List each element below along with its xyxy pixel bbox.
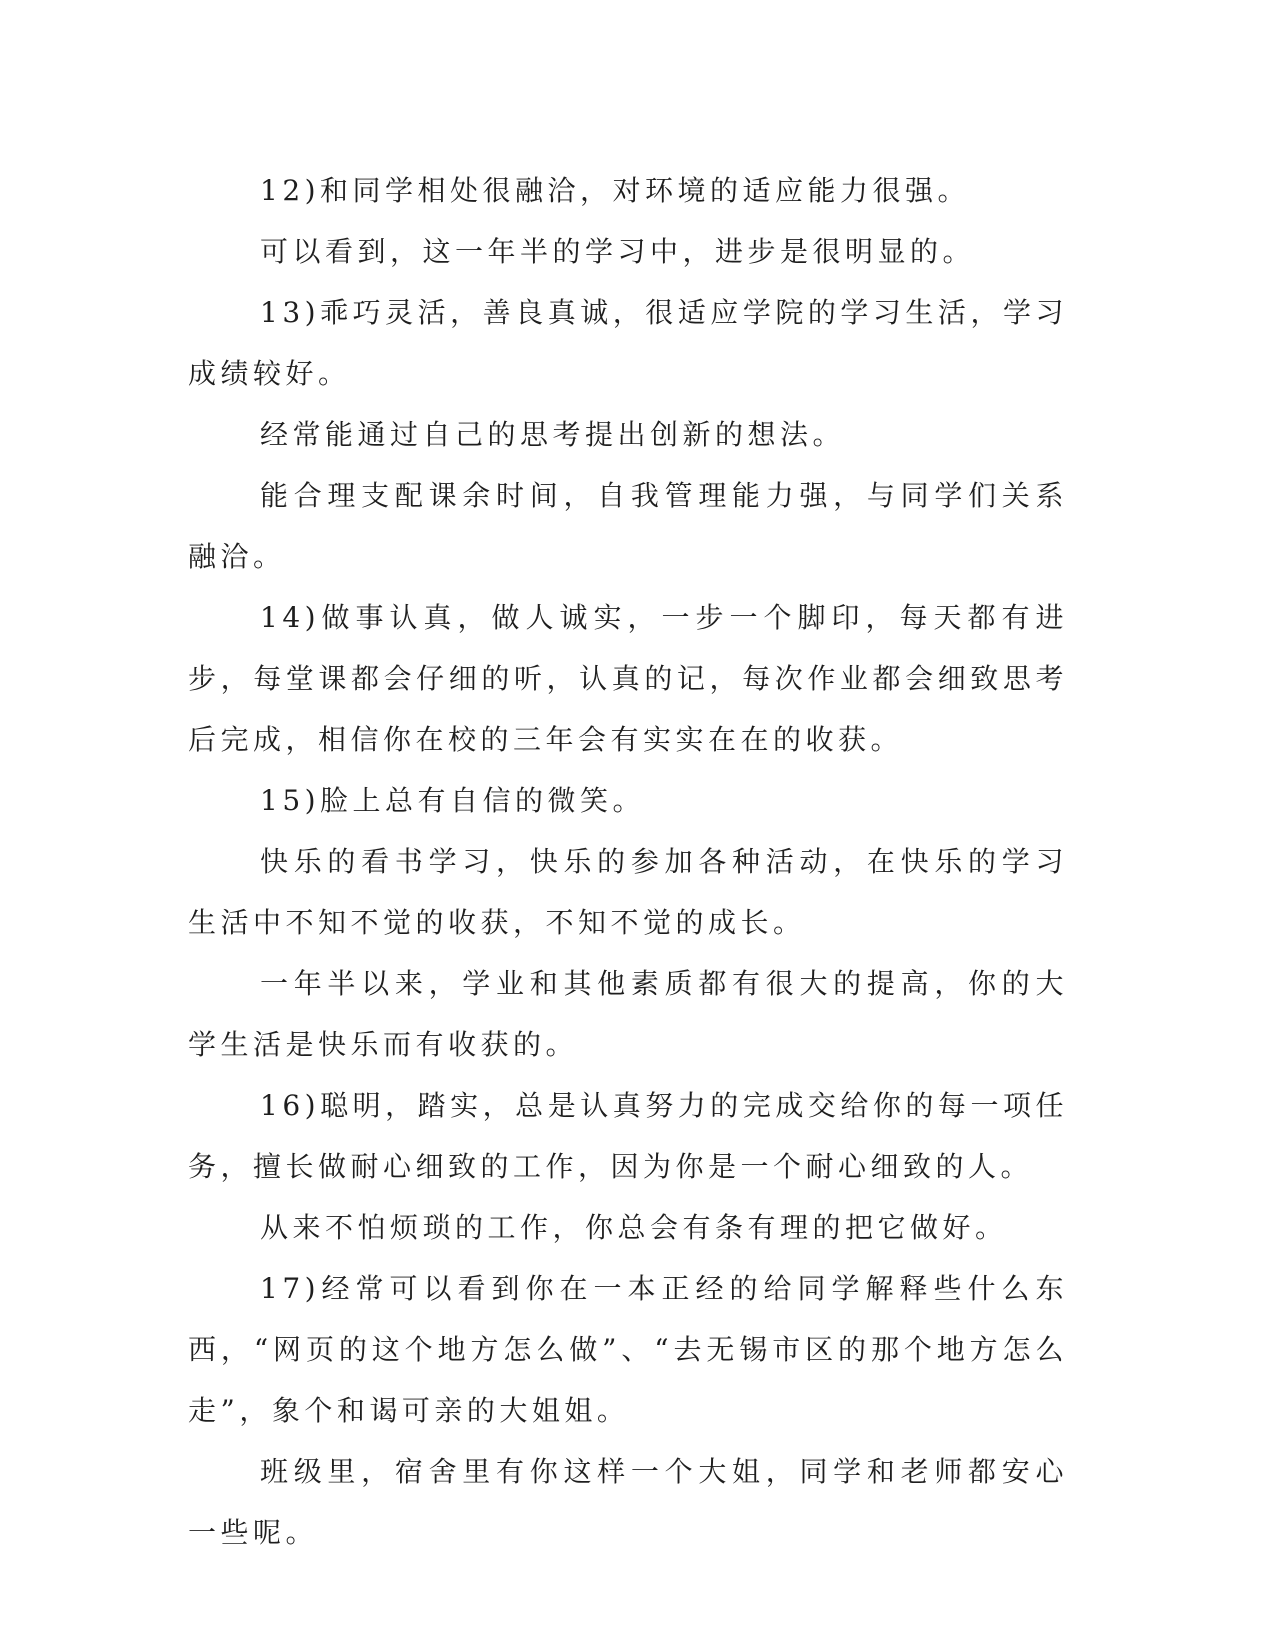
paragraph-14: 14)做事认真，做人诚实，一步一个脚印，每天都有进步，每堂课都会仔细的听，认真的记，每次作业都会细致思考后完成，相信你在校的三年会有实实在在的收获。: [188, 601, 1068, 756]
paragraph: 可以看到，这一年半的学习中，进步是很明显的。: [260, 235, 976, 268]
paragraph: 从来不怕烦琐的工作，你总会有条有理的把它做好。: [260, 1211, 1008, 1244]
document-body: [188, 160, 1068, 1563]
paragraph: 经常能通过自己的思考提出创新的想法。: [260, 418, 846, 451]
paragraph-13: 13)乖巧灵活，善良真诚，很适应学院的学习生活，学习成绩较好。: [188, 296, 1068, 390]
paragraph-12: 12)和同学相处很融洽，对环境的适应能力很强。: [260, 174, 971, 207]
paragraph-16: 16)聪明，踏实，总是认真努力的完成交给你的每一项任务，擅长做耐心细致的工作，因为你是一个耐心细致的人。: [188, 1089, 1068, 1183]
paragraph: 一年半以来，学业和其他素质都有很大的提高，你的大学生活是快乐而有收获的。: [188, 967, 1068, 1061]
paragraph: 能合理支配课余时间，自我管理能力强，与同学们关系融洽。: [188, 479, 1068, 573]
paragraph: 快乐的看书学习，快乐的参加各种活动，在快乐的学习生活中不知不觉的收获，不知不觉的成长。: [188, 845, 1068, 939]
paragraph-17: 17)经常可以看到你在一本正经的给同学解释些什么东西，“网页的这个地方怎么做”、“去无锡市区的那个地方怎么走”，象个和谒可亲的大姐姐。: [188, 1272, 1068, 1427]
paragraph: 班级里，宿舍里有你这样一个大姐，同学和老师都安心一些呢。: [188, 1455, 1068, 1549]
paragraph-15: 15)脸上总有自信的微笑。: [260, 784, 646, 817]
